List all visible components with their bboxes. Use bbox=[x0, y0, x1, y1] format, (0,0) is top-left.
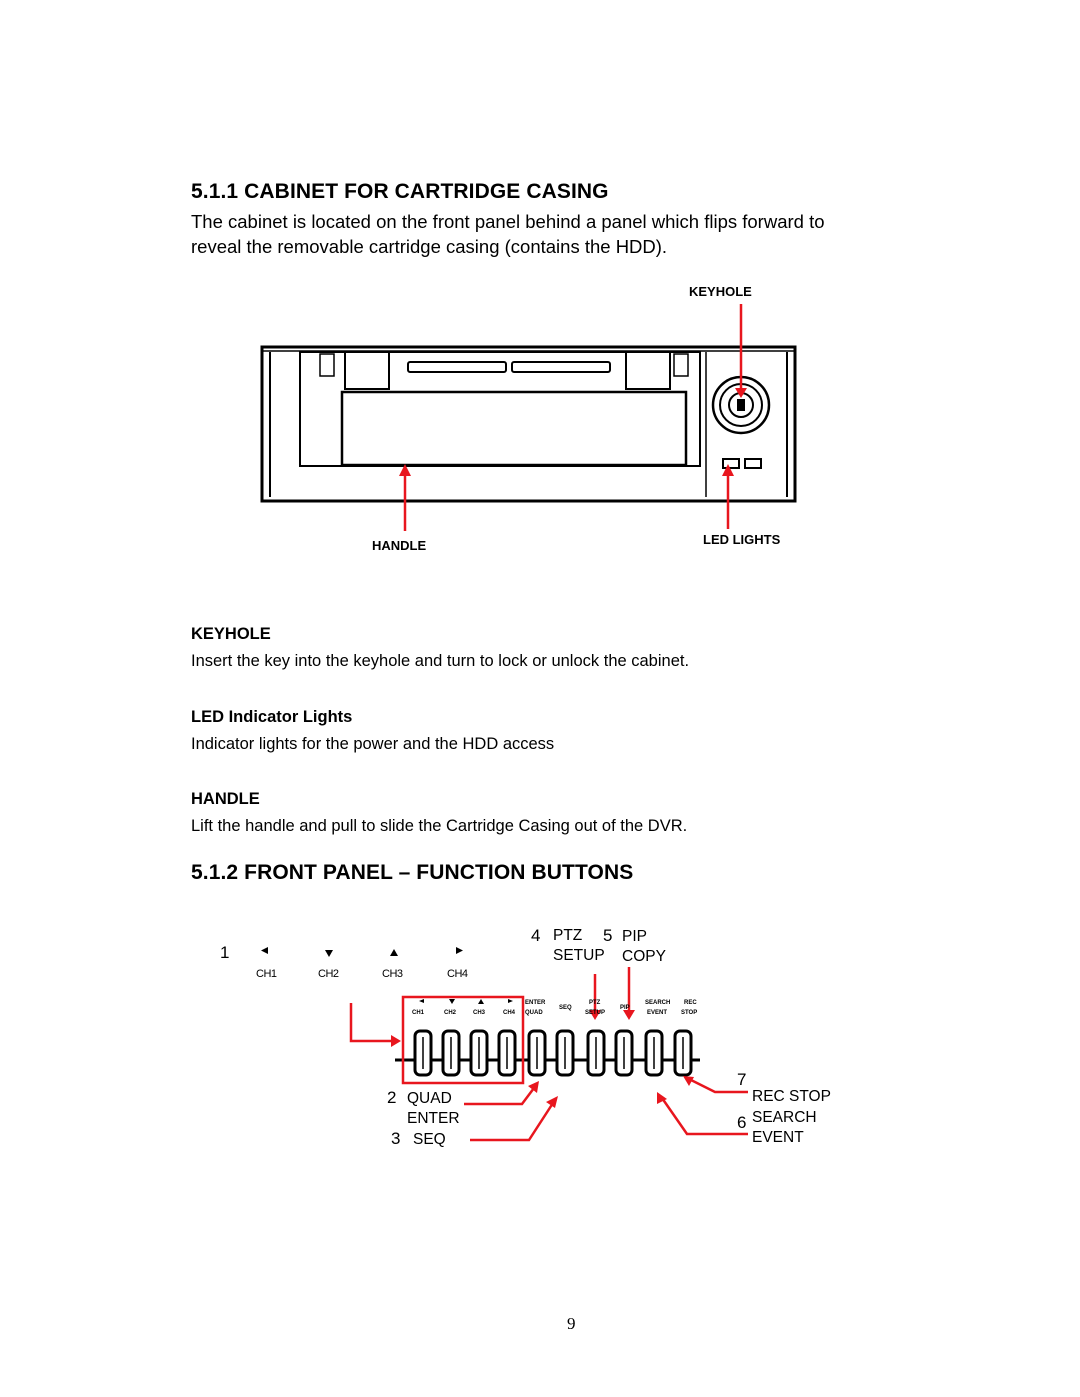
panel-rec-text: REC bbox=[684, 1000, 697, 1006]
seq-label: SEQ bbox=[413, 1131, 446, 1148]
panel-stop-text: STOP bbox=[681, 1010, 698, 1016]
panel-ch4-text: CH4 bbox=[503, 1010, 516, 1016]
arrow-right-icon bbox=[456, 947, 463, 954]
handle-callout-label: HANDLE bbox=[372, 538, 427, 553]
ch1-label: CH1 bbox=[256, 968, 277, 980]
panel-search-text: SEARCH bbox=[645, 1000, 671, 1006]
rec-stop-label: REC STOP bbox=[752, 1088, 831, 1105]
keyhole-title: KEYHOLE bbox=[191, 625, 271, 643]
arrow-up-icon bbox=[390, 949, 398, 956]
ch2-label: CH2 bbox=[318, 968, 339, 980]
panel-pip-text: PIP bbox=[620, 1005, 630, 1011]
label-num-4: 4 bbox=[531, 926, 541, 945]
page-number: 9 bbox=[567, 1314, 576, 1333]
handle-text: Lift the handle and pull to slide the Cartridge Casing out of the DVR. bbox=[191, 817, 688, 835]
panel-ch3-text: CH3 bbox=[473, 1010, 486, 1016]
panel-setup-text: SETUP bbox=[585, 1010, 606, 1016]
led-callout-label: LED LIGHTS bbox=[703, 532, 781, 547]
setup-label: SETUP bbox=[553, 947, 605, 964]
panel-seq-text: SEQ bbox=[559, 1005, 572, 1011]
section-heading-front-panel: 5.1.2 FRONT PANEL – FUNCTION BUTTONS bbox=[191, 861, 634, 884]
ch3-label: CH3 bbox=[382, 968, 403, 980]
event-label: EVENT bbox=[752, 1129, 804, 1146]
handle-title: HANDLE bbox=[191, 790, 260, 808]
intro-line-1: The cabinet is located on the front panel behind a panel which flips forward to bbox=[191, 211, 825, 232]
ptz-label: PTZ bbox=[553, 927, 583, 944]
pip-label: PIP bbox=[622, 928, 647, 945]
keyhole-text: Insert the key into the keyhole and turn to lock or unlock the cabinet. bbox=[191, 652, 690, 670]
panel-quad-text: QUAD bbox=[525, 1010, 543, 1016]
panel-event-text: EVENT bbox=[647, 1010, 668, 1016]
panel-ptz-text: PTZ bbox=[589, 1000, 601, 1006]
arrow-down-icon bbox=[325, 950, 333, 957]
search-label: SEARCH bbox=[752, 1109, 817, 1126]
section-heading-cabinet: 5.1.1 CABINET FOR CARTRIDGE CASING bbox=[191, 180, 609, 203]
arrow-left-icon bbox=[261, 947, 268, 954]
panel-ch2-text: CH2 bbox=[444, 1010, 457, 1016]
led-text: Indicator lights for the power and the HDD access bbox=[191, 735, 555, 753]
panel-enter-text: ENTER bbox=[525, 1000, 546, 1006]
led-title: LED Indicator Lights bbox=[191, 708, 353, 726]
label-num-1: 1 bbox=[220, 943, 230, 962]
keyhole-callout-label: KEYHOLE bbox=[689, 284, 752, 299]
label-num-3: 3 bbox=[391, 1129, 401, 1148]
enter-label: ENTER bbox=[407, 1110, 460, 1127]
ch4-label: CH4 bbox=[447, 968, 468, 980]
label-num-6: 6 bbox=[737, 1113, 747, 1132]
panel-ch1-text: CH1 bbox=[412, 1010, 425, 1016]
intro-line-2: reveal the removable cartridge casing (contains the HDD). bbox=[191, 236, 668, 257]
quad-label: QUAD bbox=[407, 1090, 452, 1107]
label-num-5: 5 bbox=[603, 926, 613, 945]
copy-label: COPY bbox=[622, 948, 666, 965]
label-num-7: 7 bbox=[737, 1070, 747, 1089]
label-num-2: 2 bbox=[387, 1088, 397, 1107]
